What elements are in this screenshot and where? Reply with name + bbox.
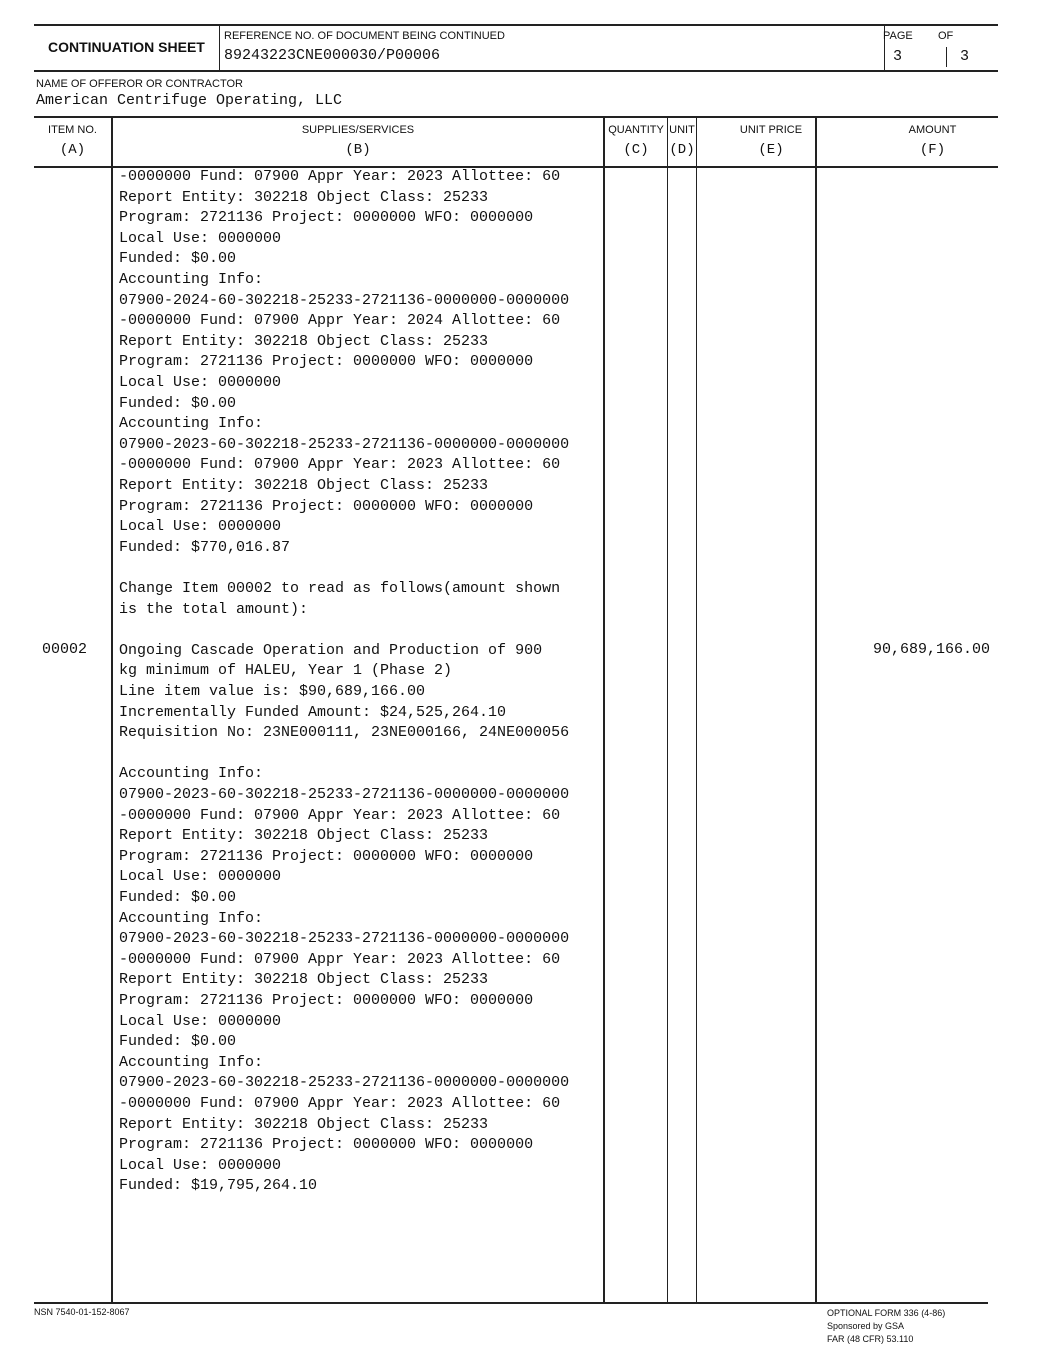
page-label: PAGE [883, 30, 913, 42]
body-line: Funded: $0.00 [119, 1033, 237, 1051]
column-divider-c [667, 117, 668, 1302]
body-line: Program: 2721136 Project: 0000000 WFO: 0000000 [119, 353, 534, 371]
body-line: 07900-2023-60-302218-25233-2721136-0000000-0000000 [119, 786, 570, 803]
body-line: kg minimum of HALEU, Year 1 (Phase 2) [119, 662, 453, 680]
body-line: -0000000 Fund: 07900 Appr Year: 2023 Allottee: 60 [119, 168, 561, 185]
item-amount: 90,689,166.00 [873, 641, 991, 658]
header-divider-left [219, 25, 220, 70]
header-divider-of [946, 47, 947, 67]
header-bottom-rule [34, 70, 998, 72]
column-letter: (D) [669, 142, 695, 158]
body-line: Line item value is: $90,689,166.00 [119, 683, 426, 700]
body-line: Local Use: 0000000 [119, 868, 282, 886]
body-line: -0000000 Fund: 07900 Appr Year: 2023 Allottee: 60 [119, 806, 561, 824]
column-header-item-no [34, 124, 111, 158]
body-line: Report Entity: 302218 Object Class: 25233 [119, 827, 489, 845]
column-header-supplies [113, 124, 603, 158]
body-line: Program: 2721136 Project: 0000000 WFO: 0000000 [119, 847, 534, 865]
reference-label: REFERENCE NO. OF DOCUMENT BEING CONTINUED [224, 30, 505, 42]
column-divider-a [111, 117, 113, 1302]
column-letter: (F) [919, 142, 946, 158]
body-line: is the total amount): [119, 600, 309, 618]
body-line: Accounting Info: [119, 765, 264, 783]
header-top-rule [34, 24, 998, 26]
of-label: OF [938, 30, 954, 42]
body-line: Report Entity: 302218 Object Class: 25233 [119, 1115, 489, 1133]
body-line: 07900-2024-60-302218-25233-2721136-0000000-0000000 [119, 291, 570, 309]
body-line: Report Entity: 302218 Object Class: 25233 [119, 332, 489, 350]
column-divider-d [696, 117, 697, 1302]
reference-number: 89243223CNE000030/P00006 [224, 47, 441, 64]
body-line: 07900-2023-60-302218-25233-2721136-0000000-0000000 [119, 1074, 570, 1092]
body-line: Local Use: 0000000 [119, 1156, 282, 1174]
body-line: Local Use: 0000000 [119, 374, 282, 391]
column-divider-b [603, 117, 605, 1302]
table-top-rule [34, 116, 998, 118]
body-line: Program: 2721136 Project: 0000000 WFO: 0000000 [119, 1136, 534, 1154]
far-reference: FAR (48 CFR) 53.110 [827, 1334, 914, 1344]
body-line: Program: 2721136 Project: 0000000 WFO: 0000000 [119, 497, 534, 515]
body-line: Funded: $770,016.87 [119, 538, 291, 556]
form-number: OPTIONAL FORM 336 (4-86) [827, 1308, 946, 1318]
nsn-number: NSN 7540-01-152-8067 [34, 1307, 130, 1317]
body-line: Local Use: 0000000 [119, 1012, 282, 1030]
column-letter: (A) [59, 142, 86, 158]
body-line: Accounting Info: [119, 415, 264, 433]
body-line: Incrementally Funded Amount: $24,525,264.10 [119, 703, 507, 721]
body-line: Funded: $0.00 [119, 394, 237, 412]
column-header-quantity [605, 124, 667, 158]
body-line: Accounting Info: [119, 271, 264, 288]
body-line: Program: 2721136 Project: 0000000 WFO: 0000000 [119, 209, 534, 227]
body-line: Funded: $19,795,264.10 [119, 1177, 318, 1195]
body-line: Local Use: 0000000 [119, 229, 282, 247]
column-header-amount [860, 124, 1005, 158]
column-letter: (B) [345, 142, 371, 158]
offeror-label: NAME OF OFFEROR OR CONTRACTOR [36, 78, 243, 90]
body-line: Report Entity: 302218 Object Class: 25233 [119, 477, 489, 494]
column-name: ITEM NO. [48, 124, 97, 136]
sponsor-text: Sponsored by GSA [827, 1321, 905, 1331]
body-line: Ongoing Cascade Operation and Production of 900 [119, 641, 543, 659]
body-line: 07900-2023-60-302218-25233-2721136-0000000-0000000 [119, 435, 570, 453]
body-line: Funded: $0.00 [119, 889, 237, 906]
table-bottom-rule [34, 1302, 988, 1304]
column-letter: (E) [758, 142, 784, 158]
body-line: Requisition No: 23NE000111, 23NE000166, 24NE000056 [119, 724, 570, 742]
column-name: UNIT [669, 124, 695, 136]
body-line: -0000000 Fund: 07900 Appr Year: 2023 Allottee: 60 [119, 456, 561, 474]
offeror-name: American Centrifuge Operating, LLC [36, 92, 343, 109]
column-name: UNIT PRICE [739, 124, 803, 136]
item-number: 00002 [42, 641, 88, 658]
body-line: -0000000 Fund: 07900 Appr Year: 2023 Allottee: 60 [119, 950, 561, 968]
body-line: Report Entity: 302218 Object Class: 25233 [119, 971, 489, 989]
body-line: Change Item 00002 to read as follows(amount shown [119, 580, 561, 597]
column-divider-e [815, 117, 817, 1302]
column-name: AMOUNT [908, 124, 957, 136]
column-name: SUPPLIES/SERVICES [301, 124, 415, 136]
column-name: QUANTITY [608, 124, 664, 136]
body-line: -0000000 Fund: 07900 Appr Year: 2024 Allottee: 60 [119, 312, 561, 330]
sheet-title: CONTINUATION SHEET [48, 39, 205, 55]
column-header-unit [668, 124, 696, 158]
body-line: Local Use: 0000000 [119, 518, 282, 536]
body-line: Accounting Info: [119, 909, 264, 927]
page-number: 3 [893, 48, 903, 65]
page-total: 3 [960, 48, 970, 65]
body-line: 07900-2023-60-302218-25233-2721136-0000000-0000000 [119, 930, 570, 948]
column-letter: (C) [623, 142, 649, 158]
body-line: Report Entity: 302218 Object Class: 25233 [119, 188, 489, 206]
column-header-unit-price [697, 124, 845, 158]
body-line: Accounting Info: [119, 1053, 264, 1071]
body-line: Program: 2721136 Project: 0000000 WFO: 0000000 [119, 992, 534, 1009]
body-line: -0000000 Fund: 07900 Appr Year: 2023 Allottee: 60 [119, 1095, 561, 1112]
body-line: Funded: $0.00 [119, 250, 237, 268]
